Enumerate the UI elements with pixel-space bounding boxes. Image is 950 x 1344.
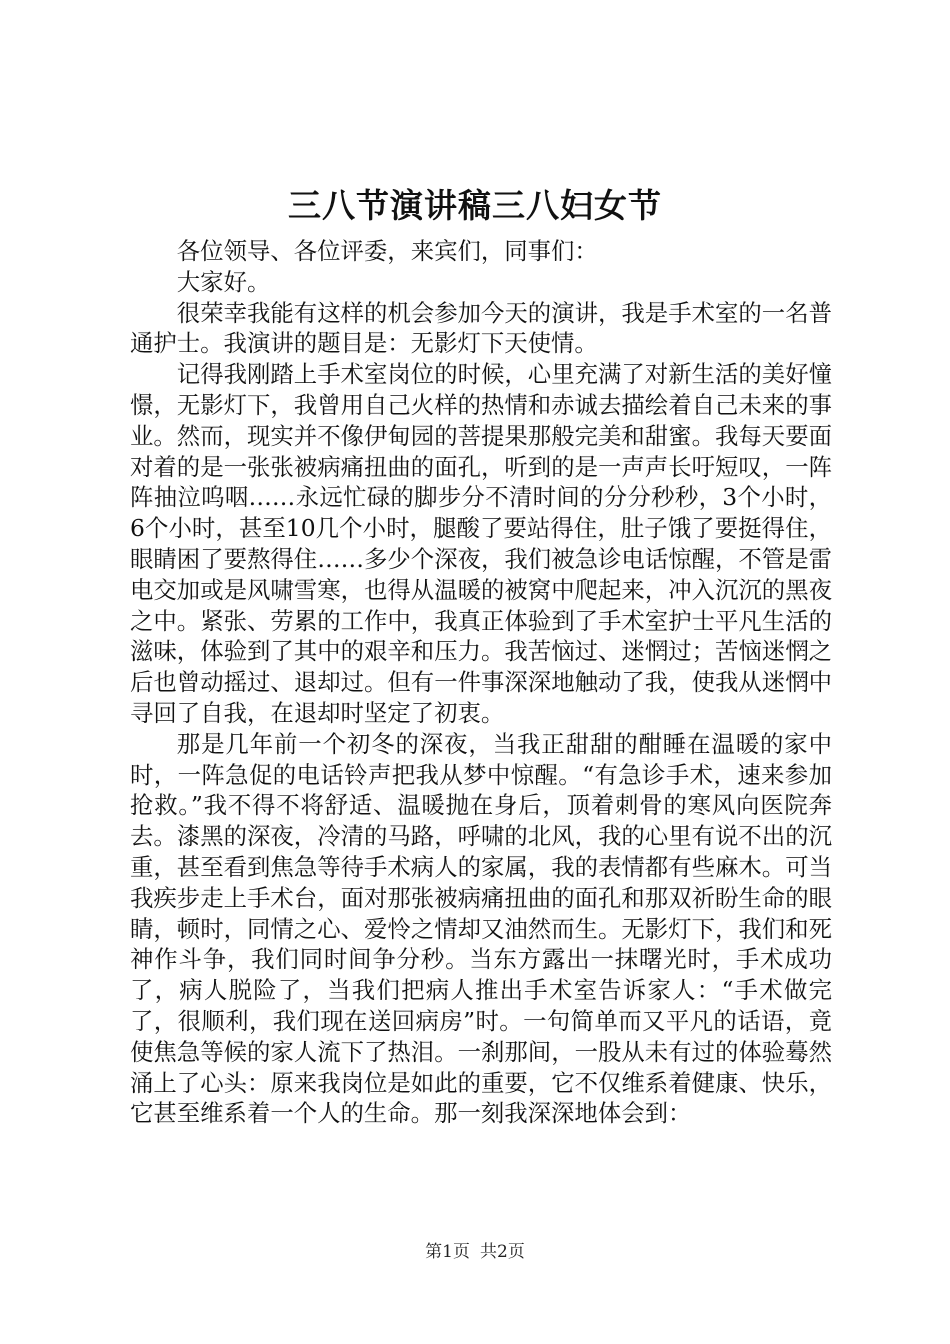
paragraph-story: 那是几年前一个初冬的深夜，当我正甜甜的酣睡在温暖的家中时，一阵急促的电话铃声把我从梦中惊醒。“有急诊手术，速来参加抢救。”我不得不将舒适、温暖抛在身后，顶着刺骨的寒风向医院奔去。漆黑的深夜，冷清的马路，呼啸的北风，我的心里有说不出的沉重，甚至看到焦急等待手术病人的家属，我的表情都有些麻木。可当我疾步走上手术台，面对那张被病痛扭曲的面孔和那双祈盼生命的眼睛，顿时，同情之心、爱怜之情却又油然而生。无影灯下，我们和死神作斗争，我们同时间争分秒。当东方露出一抹曙光时，手术成功了，病人脱险了，当我们把病人推出手术室告诉家人：“手术做完了，很顺利，我们现在送回病房”时。一句简单而又平凡的话语，竟使焦急等候的家人流下了热泪。一刹那间，一股从未有过的体验蓦然涌上了心头：原来我岗位是如此的重要，它不仅维系着健康、快乐，它甚至维系着一个人的生命。那一刻我深深地体会到： (130, 729, 832, 1128)
page-footer (0, 1240, 950, 1264)
paragraph-greeting: 大家好。 (176, 267, 271, 296)
page-number-current: 第1页 (425, 1242, 470, 1262)
document-body (130, 236, 832, 1129)
page-number-total: 共2页 (480, 1242, 525, 1262)
paragraph-memory: 记得我刚踏上手术室岗位的时候，心里充满了对新生活的美好憧憬，无影灯下，我曾用自己火样的热情和赤诚去描绘着自己未来的事业。然而，现实并不像伊甸园的菩提果那般完美和甜蜜。我每天要面对着的是一张张被病痛扭曲的面孔，听到的是一声声长吁短叹，一阵阵抽泣呜咽……永远忙碌的脚步分不清时间的分分秒秒，3个小时，6个小时，甚至10几个小时，腿酸了要站得住，肚子饿了要挺得住，眼睛困了要熬得住……多少个深夜，我们被急诊电话惊醒，不管是雷电交加或是风啸雪寒，也得从温暖的被窝中爬起来，冲入沉沉的黑夜之中。紧张、劳累的工作中，我真正体验到了手术室护士平凡生活的滋味，体验到了其中的艰辛和压力。我苦恼过、迷惘过；苦恼迷惘之后也曾动摇过、退却过。但有一件事深深地触动了我，使我从迷惘中寻回了自我，在退却时坚定了初衷。 (130, 360, 832, 727)
paragraph-intro: 很荣幸我能有这样的机会参加今天的演讲，我是手术室的一名普通护士。我演讲的题目是：无影灯下天使情。 (130, 298, 832, 358)
paragraph-salutation: 各位领导、各位评委，来宾们，同事们： (176, 237, 598, 265)
document-title: 三八节演讲稿三八妇女节 (288, 186, 662, 225)
